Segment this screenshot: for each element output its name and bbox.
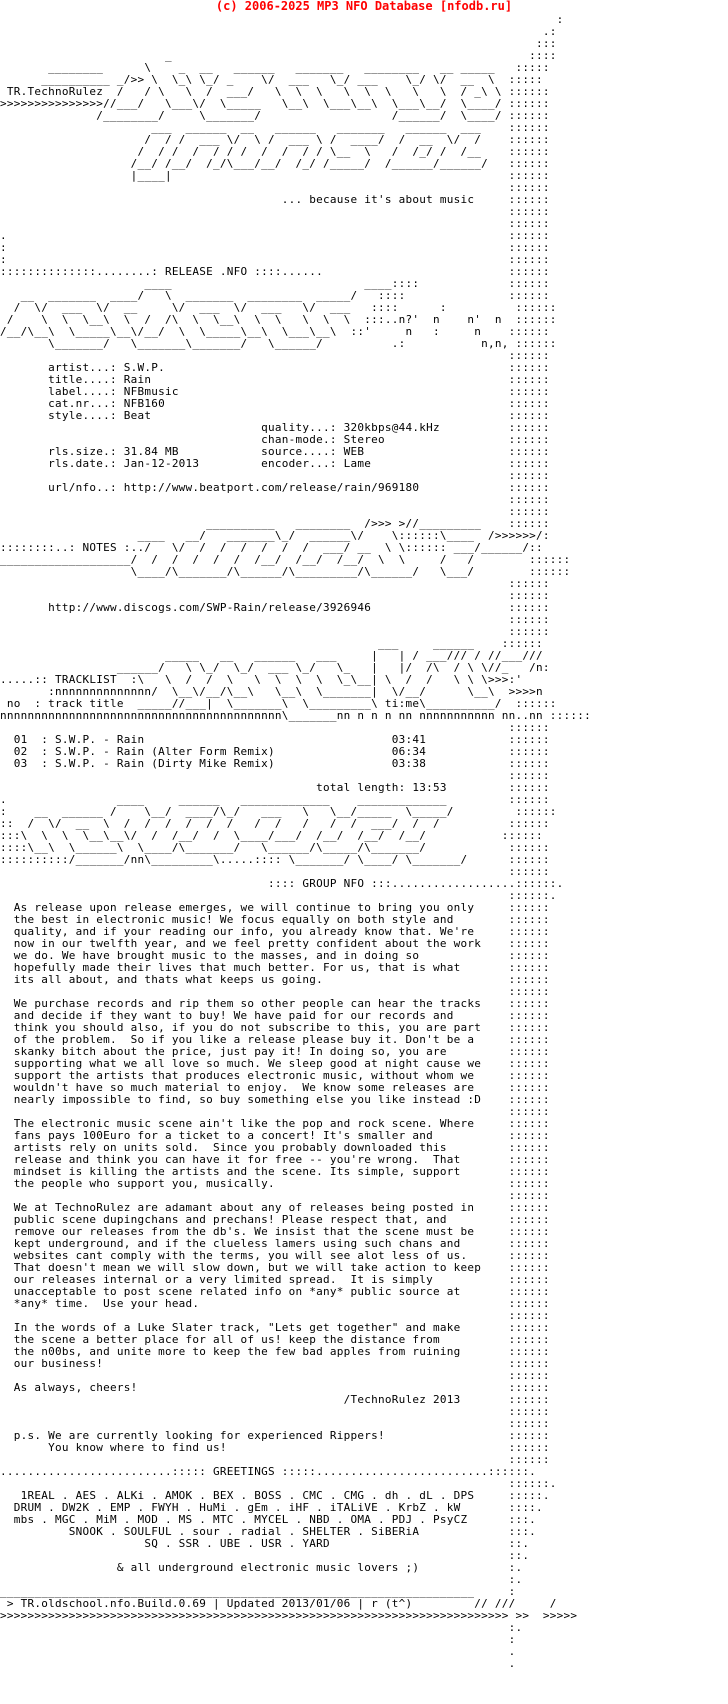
nfo-text-body: : .: ::: _ :::: ________ \ _ __ ______ _______ ________ __ _____ ::::: __________ _/>> \ \_\ \_/ _ \/ ___ \_/ ___ \_/ \/ __ \ ::::: TR.TechnoRulez / / \ \ / ___/ \ \ \ \ \ \ \ \ / _\ \ :::::: >>>>>>>>>>>>>>>//___/ \___\/ \_____ \__\ \___\__\ \___\__/ \____/ :::::: /________/ \_______/ /______/ \____/ :::::: ___ ______ __ ______ _______ ______ ___ :::::: / / / ___ \/ \ / ___ \ / ____/ / __ \/ / :::::: / / / / / / / / / / / \__ \ / /_/ / /__ :::::: /__/ /__/ /_/\___/__/ /_/ /_____/ /______/______/ :::::: |____| :::::: :::::: ... because it's about music :::::: :::::: :::::: . :::::: : :::::: : :::::: ::::::::::::::........: RELEASE .NFO ::::...... :::::: ____ ____:::: :::::: __ _______ ____/ \ _______ ________ _____/ :::: :::::: / \/ ___ \/ __ \/ ___ \/ ___ \/ ___ :::: : :::::: / \ \ \__\ \ / /\ \ \__\ \ \ \ \ \ :::..n?' n n' n :::::: /__/\__\ \_____\__\/__/ \ \_____\__\ \___\__\ ::' n : n :::::: \_______/ \_______\_______/ \______/ .: n,n, :::::: :::::: artist...: S.W.P. :::::: title....: Rain :::::: label....: NFBmusic :::::: cat.nr...: NFB160 :::::: style....: Beat :::::: quality...: 320kbps@44.kHz :::::: chan-mode.: Stereo :::::: rls.size.: 31.84 MB source....: WEB :::::: rls.date.: Jan-12-2013 encoder...: Lame :::::: :::::: url/nfo..: http://www.beatport.com/release/rain/969180 :::::: :::::: :::::: __________ ________ />>> >//_________ :::::: ____ __/ _______\_/ ______\/ \::::::\____ />>>>>>/: ::::::::..: NOTES :../ \/ / / / / / / ___/ __ \ \:::::: ___/______/:: ___________________/ / / / / / /__/ /__/ /__/ \ \ / / :::::: \____/\_______/\______/\_________/\______/ \___/ :::::: :::::: :::::: http://www.discogs.com/SWP-Rain/release/3926946 :::::: :::::: :::::: ___ ______ :::::: _____ __ ______ ___ | | / ___/// / //___/// ______/ \ \_/ \_/ ___ \_/ \_ | |/ /\ / \ \//_ /n: .....:: TRACKLIST :\ \ / / \ \ \ \ \ \_\__| \ / / \ \ \>>>:' :nnnnnnnnnnnnnn/ \__\/__/\__\ \__\ \_______| \/__/ \__\ >>>>n no : track title _____//___| \_______\ \_________\ ti:me\__________/ :::::: nnnnnnnnnnnnnnnnnnnnnnnnnnnnnnnnnnnnnnnnn\_______nn n n n nn nnnnnnnnnnn nn..nn :::::: :::::: 01 : S.W.P. - Rain 03:41 :::::: 02 : S.W.P. - Rain (Alter Form Remix) 06:34 :::::: 03 : S.W.P. - Rain (Dirty Mike Remix) 03:38 :::::: :::::: total length: 13:53 :::::: . ____ ______ _____________ _____________ :::::: : __ ______ / \__/ ____/\_/ ___ \ \__/_____ \_____/ :::::: :: / \/ __ \ / / / / / / / / / / / ___/ / / :::::: :::\ \ \ \__\__\/ / /__/ / \____/___/ /__/ /__/ /__/ :::::: ::::\__\ \______\ \____/\_______/ \______/\_____/\_______/ :::::: ::::::::::/_______/nn\_________\.....:::: \_______/ \____/ \_______/ :::::: :::::: :::: GROUP NFO :::..................::::::. ::::::. As release upon release emerges, we will continue to bring you only :::::: the best in electronic music! We focus equally on both style and :::::: quality, and if your reading our info, you already know that. We're :::::: now in our twelfth year, and we feel pretty confident about the work :::::: we do. We have brought music to the masses, and in doing so :::::: hopefully made their lives that much better. For us, that is what :::::: its all about, and thats what keeps us going. :::::: :::::: We purchase records and rip them so other people can hear the tracks :::::: and decide if they want to buy! We have paid for our records and :::::: think you should also, if you do not subscribe to this, you are part :::::: of the problem. So if you like a release please buy it. Don't be a :::::: skanky bitch about the price, just pay it! In doing so, you are :::::: supporting what we all love so much. We sleep good at night cause we :::::: support the artists that produces electronic music, without whom we :::::: wouldn't have so much material to enjoy. We know some releases are :::::: nearly impossible to find, so buy something else you like instead :D :::::: :::::: The electronic music scene ain't like the pop and rock scene. Where :::::: fans pays 100Euro for a ticket to a concert! It's smaller and :::::: artists rely on units sold. Since you probably downloaded this :::::: release and think you can have it for free -- you're wrong. That :::::: mindset is killing the artists and the scene. Its simple, support :::::: the people who support you, musically. :::::: :::::: We at TechnoRulez are adamant about any of releases being posted in :::::: public scene dupingchans and prechans! Please respect that, and :::::: remove our releases from the db's. We insist that the scene must be :::::: kept underground, and if the clueless lamers using such chans and :::::: websites cant comply with the terms, you will see alot less of us. :::::: That doesn't mean we will slow down, but we will take action to keep :::::: our releases internal or a very limited spread. It is simply :::::: unacceptable to post scene related info on *any* public source at :::::: *any* time. Use your head. :::::: :::::: In the words of a Luke Slater track, "Lets get together" and make :::::: the scene a better place for all of us! keep the distance from :::::: the n00bs, and unite more to keep the few bad apples from ruining :::::: our business! :::::: :::::: As always, cheers! :::::: /TechnoRulez 2013 :::::: :::::: :::::: p.s. We are currently looking for experienced Rippers! :::::: You know where to find us! :::::: :::::: .........................::::: GREETINGS :::::.........................::::::. ::::::. 1REAL . AES . ALKi . AMOK . BEX . BOSS . CMC . CMG . dh . dL . DPS :::::. DRUM . DW2K . EMP . FWYH . HuMi . gEm . iHF . iTALiVE . KrbZ . kW ::::. mbs . MGC . MiM . MOD . MS . MTC . MYCEL . NBD . OMA . PDJ . PsyCZ :::. SNOOK . SOULFUL . sour . radial . SHELTER . SiBERiA :::. SQ . SSR . UBE . USR . YARD ::. ::. & all underground electronic music lovers ;) :. :. _____________________________________________________________________ : > TR.oldschool.nfo.Build.0.69 | Updated 2013/01/06 | r (t^) // /// / >>>>>>>>>>>>>>>>>>>>>>>>>>>>>>>>>>>>>>>>>>>>>>>>>>>>>>>>>>>>>>>>>>>>>>>>>> >> >>>>> :. : . . — [0, 13, 592, 1670]
site-header: (c) 2006-2025 MP3 NFO Database [nfodb.ru] — [215, 0, 513, 13]
